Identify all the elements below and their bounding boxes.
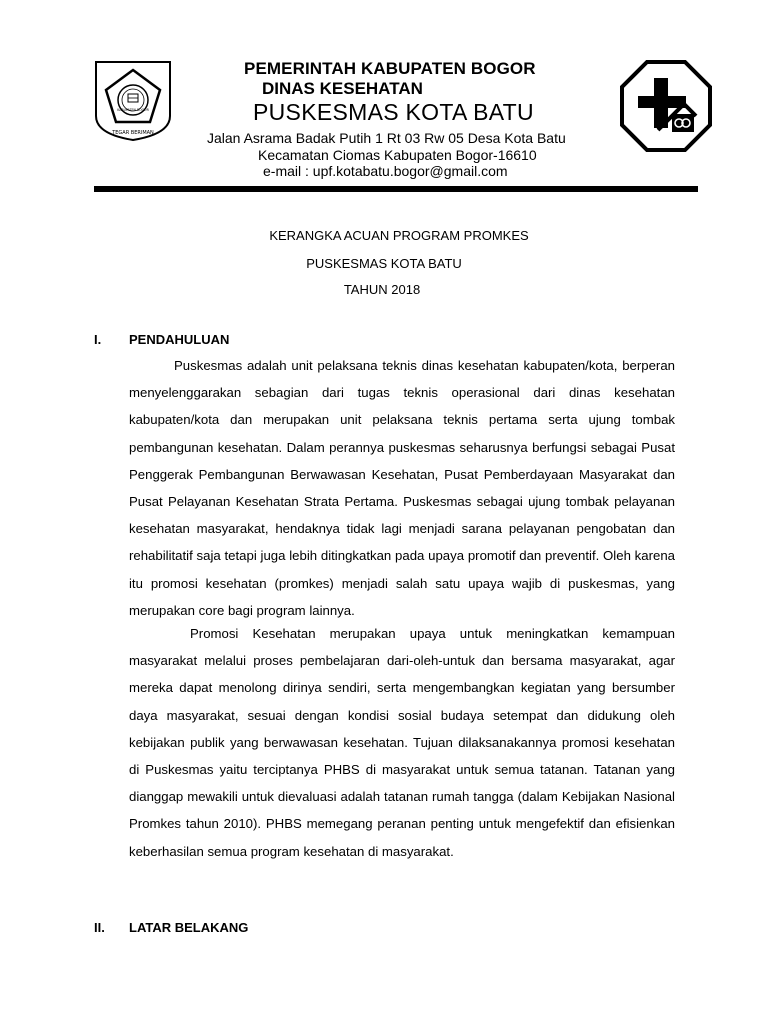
letterhead-department: DINAS KESEHATAN [262, 79, 423, 98]
puskesmas-cross-house-icon [620, 60, 712, 152]
section-heading: LATAR BELAKANG [129, 920, 249, 935]
document-year: TAHUN 2018 [343, 282, 421, 297]
section-number: II. [94, 920, 105, 935]
letterhead-institution: PUSKESMAS KOTA BATU [253, 99, 534, 125]
letterhead-government: PEMERINTAH KABUPATEN BOGOR [244, 59, 536, 78]
paragraph: Promosi Kesehatan merupakan upaya untuk meningkatkan kemampuan masyarakat melalui proses pembelajaran dari-oleh-untuk dan bersama masyarakat, agar mereka dapat menolong dirinya sendiri, serta mengembangkan kegiatan yang bersumber daya masyarakat, sesuai dengan kondisi sosial budaya setempat dan didukung oleh kebijakan publik yang berwawasan kesehatan. Tujuan dilaksanakannya promosi kesehatan di Puskesmas yaitu terciptanya PHBS di masyarakat untuk semua tatanan. Tatanan yang dianggap mewakili untuk dievaluasi adalah tatanan rumah tangga (dalam Kebijakan Nasional Promkes tahun 2010). PHBS memegang peranan penting untuk mengefektif dan efisienkan keberhasilan semua program kesehatan di masyarakat. [129, 626, 675, 859]
document-subtitle: PUSKESMAS KOTA BATU [306, 256, 462, 271]
letterhead-email: e-mail : upf.kotabatu.bogor@gmail.com [263, 163, 508, 179]
letterhead-address-street: Jalan Asrama Badak Putih 1 Rt 03 Rw 05 Desa Kota Batu [207, 130, 566, 146]
section-number: I. [94, 332, 102, 347]
document-title: KERANGKA ACUAN PROGRAM PROMKES [269, 228, 529, 243]
kabupaten-bogor-crest-icon [94, 60, 172, 142]
crest-motto-text: TEGAR BERIMAN [112, 130, 154, 136]
letterhead-address-district: Kecamatan Ciomas Kabupaten Bogor-16610 [258, 147, 537, 163]
crest-center-text: KABUPATEN BOGOR [117, 108, 149, 112]
letterhead-divider [94, 186, 698, 192]
paragraph: Puskesmas adalah unit pelaksana teknis dinas kesehatan kabupaten/kota, berperan menyelenggarakan sebagian dari tugas teknis operasional dari dinas kesehatan kabupaten/kota dan merupakan unit pelaksana teknis pertama serta ujung tombak pembangunan kesehatan. Dalam perannya puskesmas seharusnya berfungsi sebagai Pusat Penggerak Pembangunan Berwawasan Kesehatan, Pusat Pemberdayaan Masyarakat dan Pusat Pelayanan Kesehatan Strata Pertama. Puskesmas sebagai ujung tombak pelayanan kesehatan masyarakat, hendaknya tidak lagi menjadi sarana pelayanan pengobatan dan rehabilitatif saja tetapi juga lebih ditingkatkan pada upaya promotif dan preventif. Oleh karena itu promosi kesehatan (promkes) menjadi salah satu upaya wajib di puskesmas, yang merupakan core bagi program lainnya. [129, 358, 675, 618]
section-heading: PENDAHULUAN [129, 332, 230, 347]
